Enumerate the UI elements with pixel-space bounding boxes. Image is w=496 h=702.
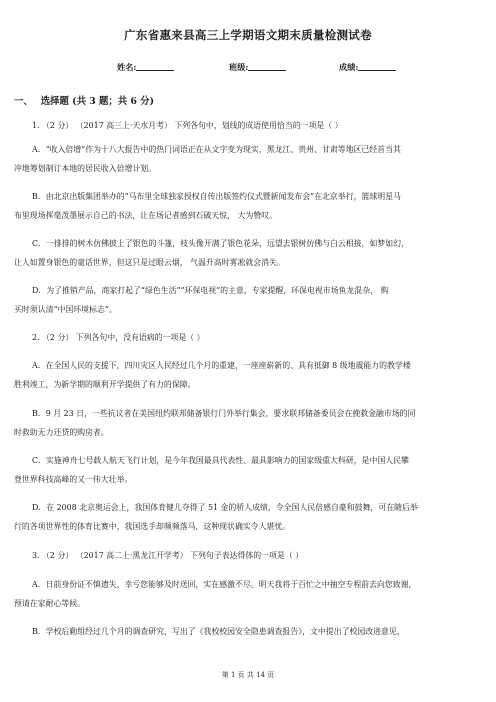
option-line: 预请在家耐心等候。 xyxy=(14,599,86,608)
section-title: 选择题 (共 3 题；共 6 分) xyxy=(40,96,155,107)
option-line: D．在 2008 北京奥运会上，我国体育健儿夺得了 51 金的骄人成绩，令全国人民倍感自豪和鼓舞，可在随后举 xyxy=(32,503,418,512)
name-label: 姓名: xyxy=(117,62,137,72)
question-stem: 2. （2 分） 下列各句中，没有语病的一项是（ ） xyxy=(32,333,205,342)
option-line: B．由北京出版集团举办的“马布里全球独家授权自传出版签约仪式暨新闻发布会”在北京举行，篮球明星马 xyxy=(32,192,401,201)
score-blank xyxy=(358,62,396,71)
question-stem: 1. （2 分） （2017 高三上·天水月考） 下列各句中，划线的成语使用恰当的一项是（ ） xyxy=(32,121,343,130)
class-label: 班级: xyxy=(229,62,249,72)
option-line: A．日前身份证不慎遗失，幸亏您能够及时送回，实在感激不尽。明天我将于百忙之中抽空专程前去向您致谢， xyxy=(32,580,417,589)
section-number: 一、 xyxy=(14,96,33,107)
option-line: 让人如置身银色的童话世界，但这只是过眼云烟， 气温升高时雾凇就会消失。 xyxy=(14,258,285,267)
option-line: B．9 月 23 日，一些抗议者在美国纽约联邦储备银行门外举行集会，要求联邦储备委员会在挽救金融市场的同 xyxy=(32,409,416,418)
option-line: 布里现场挥毫泼墨展示自己的书法，让在场记者感到石破天惊， 大为赞叹。 xyxy=(14,211,277,220)
option-line: A．“收入倍增”作为十八大报告中的热门词语正在从文字变为现实，黑龙江、贵州、甘肃等地区已经首当其 xyxy=(32,145,401,154)
option-line: A．在全国人民的支援下，四川灾区人民经过几个月的重建，一座座崭新的、具有抵御 8 级地震能力的教学楼 xyxy=(32,361,411,370)
option-line: 买时须认清“中国环境标志”。 xyxy=(14,305,117,314)
option-line: D．为了推销产品，商家打起了“绿色生活”“环保电视”的主意，专家提醒，环保电视市场鱼龙混杂， 购 xyxy=(32,286,389,295)
option-line: 胜利竣工，为新学期的顺利开学提供了有力的保障。 xyxy=(14,380,196,389)
page-footer: 第 1 页 共 14 页 xyxy=(221,671,275,679)
option-line: C．实施神舟七号载人航天飞行计划，是今年我国最具代表性、最具影响力的国家级重大科研，是中国人民攀 xyxy=(32,456,409,465)
section-heading xyxy=(14,93,154,107)
option-line: 时救助无力还贷的购房者。 xyxy=(14,428,109,437)
option-line: 行的各项世界性的体育比赛中，我国选手却频频落马，这种现状确实令人堪忧。 xyxy=(14,522,291,531)
option-line: 登世界科技高峰的又一伟大壮举。 xyxy=(14,475,133,484)
score-label: 成绩: xyxy=(339,62,359,72)
class-blank xyxy=(248,62,286,71)
class-field xyxy=(229,62,286,73)
option-line: C．一排排的树木仿佛披上了银色的斗篷，枝头像开满了银色花朵，远望去银树仿佛与白云相接，如梦如幻， xyxy=(32,239,409,248)
page-title: 广东省惠来县高三上学期语文期末质量检测试卷 xyxy=(124,28,372,42)
question-stem: 3. （2 分） （2017 高二上·黑龙江开学考） 下列句子表达得体的一项是（ ） xyxy=(32,551,304,560)
option-line: 冲地筹划制订本地的居民收入倍增计划。 xyxy=(14,164,157,173)
score-field xyxy=(339,62,396,73)
option-line: B．学校后勤组经过几个月的调查研究，写出了《我校校园安全隐患调查报告》，文中提出了校园改进意见， xyxy=(32,627,405,636)
name-blank xyxy=(136,62,174,71)
name-field xyxy=(117,62,174,73)
